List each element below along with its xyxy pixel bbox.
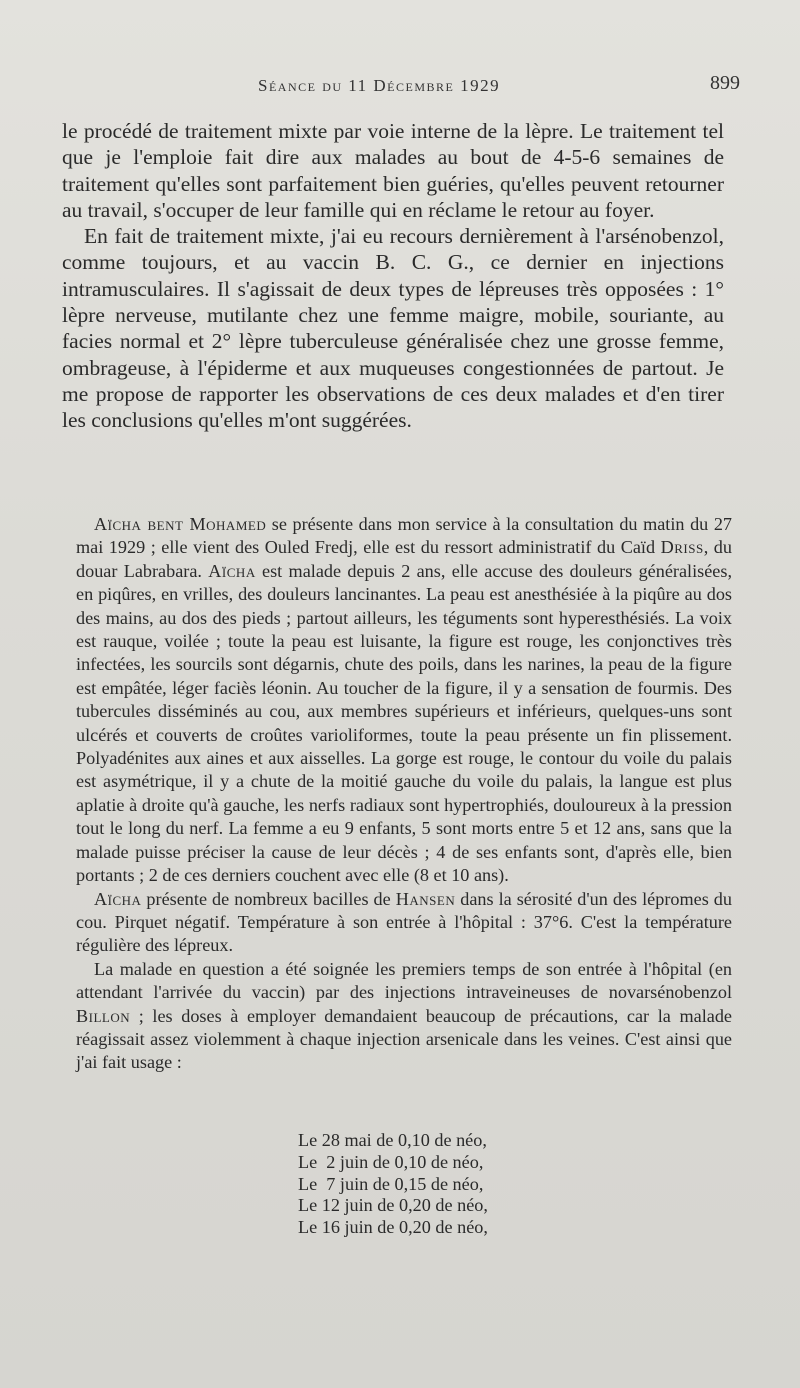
dose-item: Le 16 juin de 0,20 de néo, xyxy=(298,1217,488,1238)
case-paragraph xyxy=(76,888,732,958)
billon-name: Billon xyxy=(76,1005,131,1026)
dose-item: Le 2 juin de 0,10 de néo, xyxy=(298,1151,484,1172)
caid-name: Driss xyxy=(660,537,704,558)
case-text-span: dans la sérosité d'un des lépromes du cou. Pirquet négatif. Température à son entrée à l'hôpital : 37°6. C'est la température régulière des lépreux. xyxy=(76,888,732,956)
patient-first-name: Aïcha xyxy=(208,560,256,581)
case-text-span: est malade depuis 2 ans, elle accuse des douleurs généralisées, en piqûres, en vrilles, des douleurs lancinantes. La peau est anesthésiée à la piqûre au dos des mains, au dos des pieds ; partout ailleurs, les téguments sont hyperesthésiés. La voix est rauque, voilée ; toute la peau est luisante, la figure est rouge, les conjonctives très infectées, les sourcils sont dégarnis, chute des poils, dans les narines, la peau de la figure est empâtée, léger faciès léonin. Au toucher de la figure, il y a sensation de fourmis. Des tubercules disséminés au cou, aux membres supérieurs et inférieurs, quelques-uns sont ulcérés et couverts de croûtes varioliformes, toute la peau présente un fin plissement. Polyadénites aux aines et aux aisselles. La gorge est rouge, le contour du voile du palais est asymétrique, il y a chute de la moitié gauche du voile du palais, la langue est plus aplatie à droite qu'à gauche, les nerfs radiaux sont hypertrophiés, douloureux à la pression tout le long du nerf. La femme a eu 9 enfants, 5 sont morts entre 5 et 12 ans, sans que la malade puisse préciser la cause de leur décès ; 4 de ses enfants sont, d'après elle, bien portants ; 2 de ces derniers couchent avec elle (8 et 10 ans). xyxy=(76,560,732,886)
running-head xyxy=(60,72,740,100)
running-title: Séance du 11 Décembre 1929 xyxy=(258,76,501,95)
body-paragraph: En fait de traitement mixte, j'ai eu recours dernièrement à l'arsénobenzol, comme toujours, et au vaccin B. C. G., ce dernier en injections intramusculaires. Il s'agissait de deux types de lépreuses très opposées : 1° lèpre nerveuse, mutilante chez une femme maigre, mobile, souriante, au facies normal et 2° lèpre tuberculeuse généralisée chez une grosse femme, ombrageuse, à l'épiderme et aux muqueuses congestionnées de partout. Je me propose de rapporter les observations de ces deux malades et d'en tirer les conclusions qu'elles m'ont suggérées. xyxy=(62,224,724,433)
dose-list xyxy=(298,1130,558,1239)
case-text-span: présente de nombreux bacilles de xyxy=(141,888,396,909)
hansen-name: Hansen xyxy=(395,888,456,909)
case-text-span: se présente dans mon service à la consultation du matin du 27 mai 1929 ; elle vient des Ouled Fredj, elle est du ressort administratif du Caïd xyxy=(76,514,733,558)
body-text xyxy=(62,118,724,434)
body-paragraph: le procédé de traitement mixte par voie interne de la lèpre. Le traitement tel que je l'emploie fait dire aux malades au bout de 4-5-6 semaines de traitement qu'elles sont parfaitement bien guéries, qu'elles peuvent retourner au travail, s'occuper de leur famille qui en réclame le retour au foyer. xyxy=(62,119,724,222)
case-paragraph xyxy=(76,958,732,1075)
dose-item: Le 7 juin de 0,15 de néo, xyxy=(298,1173,484,1194)
page-number: 899 xyxy=(710,72,740,94)
dose-item: Le 28 mai de 0,10 de néo, xyxy=(298,1130,487,1150)
patient-first-name: Aïcha xyxy=(94,888,142,909)
case-paragraph xyxy=(76,513,732,888)
case-text-span: , du douar Labrabara. xyxy=(76,537,732,581)
dose-item: Le 12 juin de 0,20 de néo, xyxy=(298,1195,488,1216)
case-report xyxy=(76,513,732,1075)
case-text-span: La malade en question a été soignée les premiers temps de son entrée à l'hôpital (en attendant l'arrivée du vaccin) par des injections intraveineuses de novarsénobenzol xyxy=(76,958,732,1003)
patient-name: Aïcha bent Mohamed xyxy=(94,514,267,534)
case-text-span: ; les doses à employer demandaient beaucoup de précautions, car la malade réagissait assez violemment à chaque injection arsenicale dans les veines. C'est ainsi que j'ai fait usage : xyxy=(76,1005,732,1073)
